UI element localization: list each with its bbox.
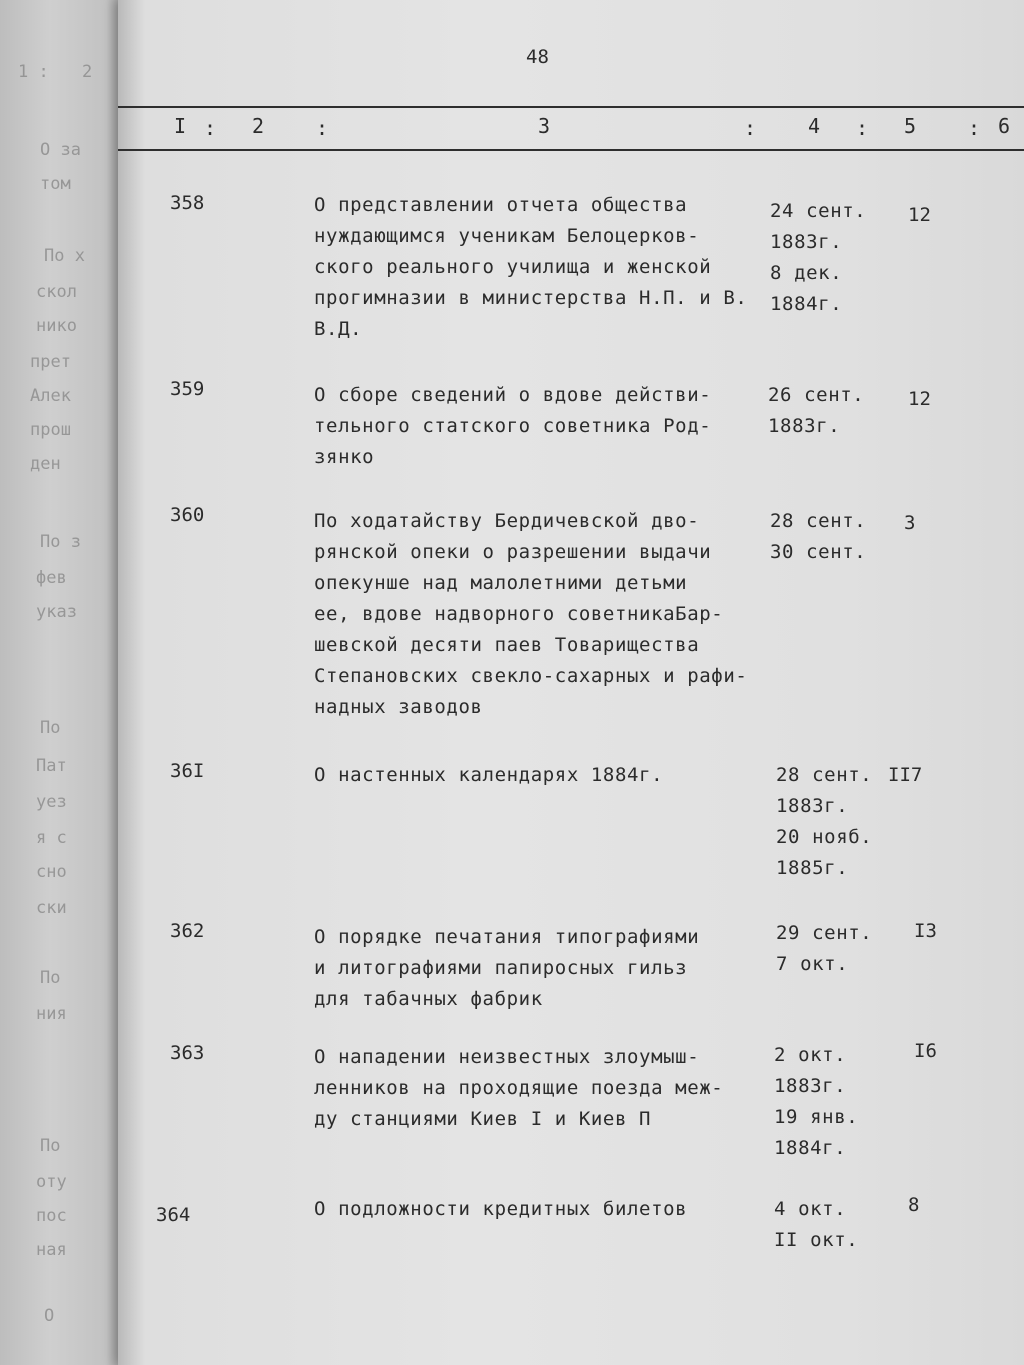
left-page-fragment: По з xyxy=(40,532,81,552)
record-dates xyxy=(776,760,872,884)
left-facing-page xyxy=(0,0,125,1365)
left-page-fragment: прет xyxy=(30,352,71,372)
left-page-fragment: пос xyxy=(36,1206,67,1226)
date-line: 8 дек. xyxy=(770,262,843,284)
record-description xyxy=(314,506,747,723)
date-line: 1883г. xyxy=(768,415,841,437)
description-line: В.Д. xyxy=(314,318,363,340)
date-line: 30 сент. xyxy=(770,541,867,563)
date-line: 1885г. xyxy=(776,857,849,879)
record-number: 358 xyxy=(170,192,205,214)
sheet-count: 12 xyxy=(908,388,931,410)
left-page-fragment: нико xyxy=(36,316,77,336)
description-line: Степановских свекло-сахарных и рафи- xyxy=(314,665,748,687)
description-line: прогимназии в министерства Н.П. и В. xyxy=(314,287,748,309)
description-line: О представлении отчета общества xyxy=(314,194,688,216)
left-page-fragment: оту xyxy=(36,1172,67,1192)
header-col-6: 6 xyxy=(998,114,1011,138)
sheet-count: 8 xyxy=(908,1194,920,1216)
record-description xyxy=(314,922,699,1015)
record-description xyxy=(314,1042,723,1135)
description-line: О нападении неизвестных злоумыш- xyxy=(314,1046,700,1068)
date-line: 4 окт. xyxy=(774,1198,847,1220)
date-line: 19 янв. xyxy=(774,1106,859,1128)
record-number: 359 xyxy=(170,378,205,400)
description-line: ду станциями Киев I и Киев П xyxy=(314,1108,652,1130)
left-page-fragment: О за xyxy=(40,140,81,160)
left-page-fragment: По xyxy=(40,718,61,738)
header-top-rule xyxy=(118,106,1024,108)
header-col-2: 2 xyxy=(252,114,265,138)
page-number: 48 xyxy=(526,46,549,68)
date-line: 26 сент. xyxy=(768,384,865,406)
header-separator: : xyxy=(744,116,757,140)
header-col-4: 4 xyxy=(808,114,821,138)
description-line: опекунше над малолетними детьми xyxy=(314,572,688,594)
header-separator: : xyxy=(856,116,869,140)
record-dates xyxy=(768,380,864,442)
left-page-fragment: ния xyxy=(36,1004,67,1024)
left-page-fragment: 1 : xyxy=(18,62,49,82)
description-line: тельного статского советника Род- xyxy=(314,415,712,437)
header-separator: : xyxy=(316,116,329,140)
record-number: 364 xyxy=(156,1204,191,1226)
description-line: шевской десяти паев Товарищества xyxy=(314,634,700,656)
left-page-fragment: По xyxy=(40,968,61,988)
record-description xyxy=(314,190,747,345)
record-dates xyxy=(770,506,866,568)
date-line: 28 сент. xyxy=(770,510,867,532)
record-dates xyxy=(774,1040,858,1164)
left-page-fragment: О xyxy=(44,1306,55,1326)
description-line: для табачных фабрик xyxy=(314,988,543,1010)
description-line: ленников на проходящие поезда меж- xyxy=(314,1077,724,1099)
sheet-count: 12 xyxy=(908,204,931,226)
record-dates xyxy=(774,1194,858,1256)
description-line: рянской опеки о разрешении выдачи xyxy=(314,541,712,563)
record-description xyxy=(314,380,711,473)
sheet-count: I6 xyxy=(914,1040,937,1062)
record-number: 362 xyxy=(170,920,205,942)
description-line: нуждающимся ученикам Белоцерков- xyxy=(314,225,700,247)
left-page-fragment: прош xyxy=(30,420,71,440)
date-line: 29 сент. xyxy=(776,922,873,944)
description-line: О подложности кредитных билетов xyxy=(314,1198,688,1220)
left-page-fragment: Алек xyxy=(30,386,71,406)
date-line: 2 окт. xyxy=(774,1044,847,1066)
left-page-fragment: уез xyxy=(36,792,67,812)
date-line: II окт. xyxy=(774,1229,859,1251)
sheet-count: II7 xyxy=(888,764,923,786)
date-line: 1884г. xyxy=(770,293,843,315)
description-line: О настенных календарях 1884г. xyxy=(314,764,664,786)
left-page-fragment: По х xyxy=(44,246,85,266)
description-line: О сборе сведений о вдове действи- xyxy=(314,384,712,406)
left-page-fragment: скол xyxy=(36,282,77,302)
date-line: 1884г. xyxy=(774,1137,847,1159)
header-separator: : xyxy=(204,116,217,140)
left-page-fragment: Пат xyxy=(36,756,67,776)
header-col-3: 3 xyxy=(538,114,551,138)
header-separator: : xyxy=(968,116,981,140)
sheet-count: 3 xyxy=(904,512,916,534)
date-line: 1883г. xyxy=(776,795,849,817)
left-page-fragment: По xyxy=(40,1136,61,1156)
date-line: 20 нояб. xyxy=(776,826,873,848)
description-line: По ходатайству Бердичевской дво- xyxy=(314,510,700,532)
header-col-5: 5 xyxy=(904,114,917,138)
left-page-fragment: ски xyxy=(36,898,67,918)
left-page-fragment: указ xyxy=(36,602,77,622)
document-page xyxy=(118,0,1024,1365)
record-description xyxy=(314,1194,687,1225)
record-number: 36I xyxy=(170,760,205,782)
date-line: 1883г. xyxy=(774,1075,847,1097)
date-line: 1883г. xyxy=(770,231,843,253)
sheet-count: I3 xyxy=(914,920,937,942)
date-line: 7 окт. xyxy=(776,953,849,975)
left-page-fragment: фев xyxy=(36,568,67,588)
description-line: ее, вдове надворного советникаБар- xyxy=(314,603,724,625)
left-page-fragment: я с xyxy=(36,828,67,848)
description-line: зянко xyxy=(314,446,375,468)
left-page-fragment: ная xyxy=(36,1240,67,1260)
left-page-fragment: сно xyxy=(36,862,67,882)
left-page-fragment: том xyxy=(40,174,71,194)
header-col-1: I xyxy=(174,114,187,138)
left-page-fragment: 2 xyxy=(82,62,93,82)
record-dates xyxy=(776,918,872,980)
record-number: 360 xyxy=(170,504,205,526)
description-line: ского реального училища и женской xyxy=(314,256,712,278)
record-number: 363 xyxy=(170,1042,205,1064)
left-page-fragment: ден xyxy=(30,454,61,474)
record-description xyxy=(314,760,663,791)
date-line: 28 сент. xyxy=(776,764,873,786)
header-bottom-rule xyxy=(118,149,1024,151)
description-line: надных заводов xyxy=(314,696,483,718)
description-line: О порядке печатания типографиями xyxy=(314,926,700,948)
date-line: 24 сент. xyxy=(770,200,867,222)
record-dates xyxy=(770,196,866,320)
description-line: и литографиями папиросных гильз xyxy=(314,957,688,979)
